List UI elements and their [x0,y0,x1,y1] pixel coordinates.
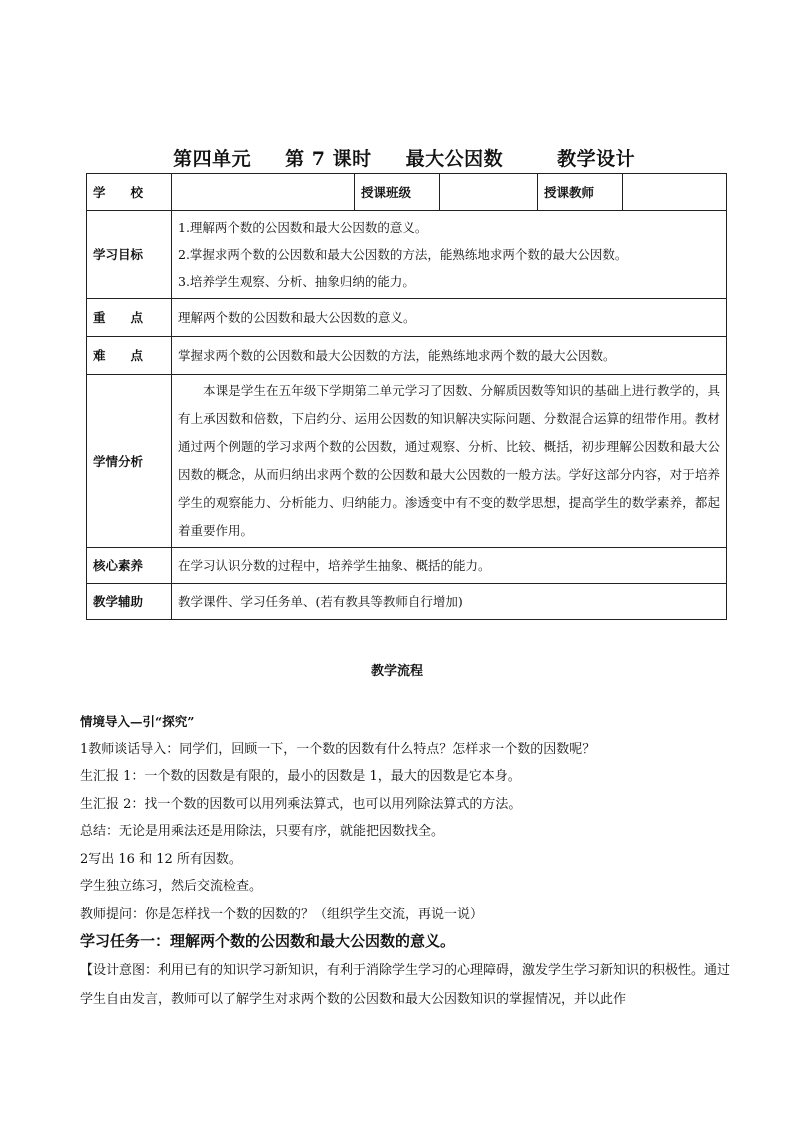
key-value: 理解两个数的公因数和最大公因数的意义。 [172,299,727,337]
flow-line: 生汇报 1：一个数的因数是有限的，最小的因数是 1，最大的因数是它本身。 [80,769,521,784]
flow-line: 2写出 16 和 12 所有因数。 [80,851,242,867]
title-topic: 最大公因数 [405,148,504,170]
aid-label: 教学辅助 [87,584,172,620]
aid-value: 教学课件、学习任务单、(若有教具等教师自行增加) [172,584,727,620]
flow-line: 学生独立练习，然后交流检查。 [80,879,263,894]
lesson-info-table [86,173,727,620]
teacher-label: 授课教师 [538,174,623,211]
analysis-cell [172,375,727,548]
flow-line: 教师提问：你是怎样找一个数的因数的？（组织学生交流，再说一说） [80,906,484,922]
analysis-label: 学情分析 [87,375,172,548]
table-row-aid [87,584,727,620]
difficult-value: 掌握求两个数的公因数和最大公因数的方法，能熟练地求两个数的最大公因数。 [172,337,727,375]
class-label: 授课班级 [355,174,440,211]
difficult-label: 难 点 [87,337,172,375]
table-row-core [87,548,727,584]
title-lesson: 第 7 课时 [285,148,372,170]
goal-item: 3.培养学生观察、分析、抽象归纳的能力。 [178,274,415,289]
flow-title: 教学流程 [370,664,423,679]
school-label: 学 校 [87,174,172,211]
analysis-text: 本课是学生在五年级下学期第二单元学习了因数、分解质因数等知识的基础上进行教学的，具有上承因数和倍数，下启约分、运用公因数的知识解决实际问题、分数混合运算的纽带作用。教材通过两个例题的学习求两个数的公因数，通过观察、分析、比较、概括，初步理解公因数和最大公因数的概念，从而归纳出求两个数的公因数和最大公因数的一般方法。学好这部分内容，对于培养学生的观察能力、分析能力、归纳能力。渗透变中有不变的数学思想，提高学生的数学素养，都起着重要作用。 [178,383,720,538]
school-value-cell [172,174,355,211]
class-value-cell [440,174,538,211]
core-label: 核心素养 [87,548,172,584]
table-row-header [87,174,727,211]
title-unit: 第四单元 [173,148,252,170]
table-row-difficult [87,337,727,375]
flow-line: 1教师谈话导入：同学们，回顾一下，一个数的因数有什么特点？怎样求一个数的因数呢？ [80,741,596,757]
goals-cell [172,211,727,299]
table-row-goals [87,211,727,299]
flow-line: 总结：无论是用乘法还是用除法，只要有序，就能把因数找全。 [80,824,445,839]
intro-heading: 情境导入—引“探究” [80,714,195,729]
page-title [0,122,794,171]
key-label: 重 点 [87,299,172,337]
core-value: 在学习认识分数的过程中，培养学生抽象、概括的能力。 [172,548,727,584]
goals-label: 学习目标 [87,211,172,299]
table-row-analysis [87,375,727,548]
table-row-key [87,299,727,337]
title-kind: 教学设计 [557,148,636,170]
goal-item: 2.掌握求两个数的公因数和最大公因数的方法，能熟练地求两个数的最大公因数。 [178,247,628,262]
flow-line: 生汇报 2：找一个数的因数可以用列乘法算式，也可以用列除法算式的方法。 [80,796,522,812]
teacher-value-cell [623,174,727,211]
task1-heading: 学习任务一：理解两个数的公因数和最大公因数的意义。 [80,932,456,950]
design-intent: 【设计意图：利用已有的知识学习新知识，有利于消除学生学习的心理障碍，激发学生学习新知识的积极性。通过学生自由发言，教师可以了解学生对求两个数的公因数和最大公因数知识的掌握情况，并以此作 [80,962,731,1007]
flow-body [80,708,730,1014]
goal-item: 1.理解两个数的公因数和最大公因数的意义。 [178,220,428,235]
